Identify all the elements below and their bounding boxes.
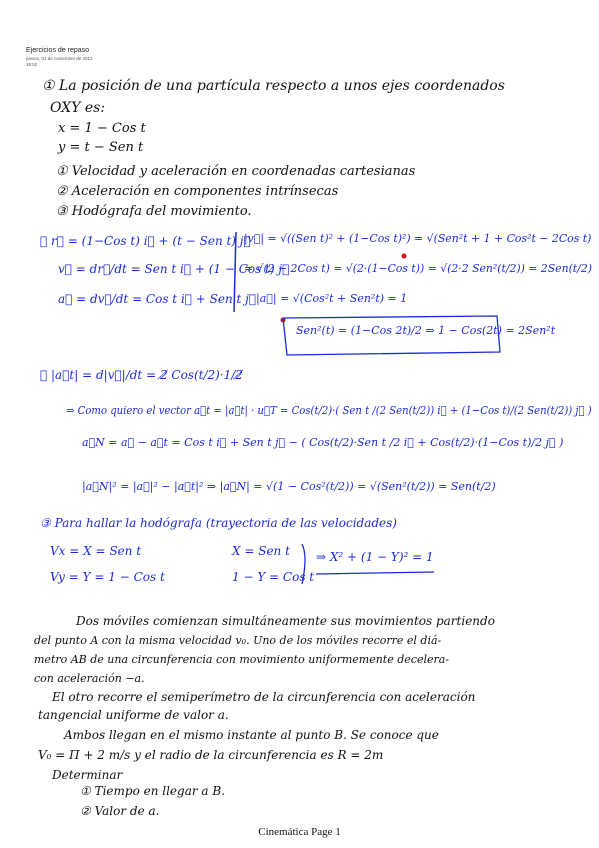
red-mark-1 — [402, 254, 407, 259]
solution3-y-cos: 1 − Y = Cos t — [232, 570, 315, 584]
problem2-line10: ① Tiempo en llegar a B. — [80, 784, 226, 798]
solution2-normal-mod: |a⃗N|² = |a⃗|² − |a⃗t|² ⇒ |a⃗N| = √(1 − Cos²(t/2)) = √(Sen²(t/2)) = Sen(t/2) — [82, 480, 496, 493]
problem2-line11: ② Valor de a. — [80, 804, 160, 818]
problem1-item2: ② Aceleración en componentes intrínsecas — [56, 184, 339, 199]
solution2-normal-vector: a⃗N = a⃗ − a⃗t = Cos t i⃗ + Sen t j⃗ − ( Cos(t/2)·Sen t /2 i⃗ + Cos(t/2)·(1−Cos t)/2 j⃗ ) — [82, 436, 564, 449]
problem2-line7: Ambos llegan en el mismo instante al punto B. Se conoce que — [64, 728, 439, 742]
solution2-tangential-mod: ② |a⃗t| = d|v⃗|/dt = 2̸ Cos(t/2)·1/2̸ — [40, 368, 243, 382]
solution1-speed-mod: |v⃗| = √((Sen t)² + (1−Cos t)²) = √(Sen²t + 1 + Cos²t − 2Cos t) — [244, 232, 592, 245]
identity-box-outline — [283, 316, 500, 355]
trig-identity-box: Sen²(t) = (1−Cos 2t)/2 ⇒ 1 − Cos(2t) = 2Sen²t — [296, 324, 556, 337]
solution3-vy: Vy = Y = 1 − Cos t — [50, 570, 165, 584]
problem2-line3: metro AB de una circunferencia con movimiento uniformemente decelera- — [34, 653, 450, 666]
hodograph-brace — [302, 544, 305, 584]
page-footer: Cinemática Page 1 — [258, 826, 341, 838]
solution1-accel-mod: |a⃗| = √(Cos²t + Sen²t) = 1 — [256, 292, 408, 305]
solution1-speed-mod-simplified: = √(2 − 2Cos t) = √(2·(1−Cos t)) = √(2·2 Sen²(t/2)) = 2Sen(t/2) — [244, 262, 592, 275]
solution3-intro: ③ Para hallar la hodógrafa (trayectoria de las velocidades) — [40, 516, 397, 530]
problem1-eq-y: y = t − Sen t — [58, 140, 144, 155]
hodograph-underline — [316, 572, 434, 574]
solution-divider-line — [234, 232, 236, 312]
problem2-line8: V₀ = Π + 2 m/s y el radio de la circunferencia es R = 2m — [38, 748, 384, 762]
problem2-line4: con aceleración −a. — [34, 672, 145, 685]
problem1-line2: OXY es: — [50, 100, 106, 116]
solution3-hodograph: ⇒ X² + (1 − Y)² = 1 — [316, 550, 434, 564]
solution3-vx: Vx = X = Sen t — [50, 544, 142, 558]
solution2-tangential-vector: ⇒ Como quiero el vector a⃗t = |a⃗t| · u⃗T = Cos(t/2)·( Sen t /(2 Sen(t/2)) i⃗ + (1−Cos t)/(2 Sen(t/2)) j⃗ ) — [66, 404, 592, 417]
solution1-acceleration: a⃗ = dv⃗/dt = Cos t i⃗ + Sen t j⃗ — [58, 292, 257, 306]
solution3-x-sen: X = Sen t — [232, 544, 290, 558]
problem1-item3: ③ Hodógrafa del movimiento. — [56, 204, 252, 219]
problem2-line2: del punto A con la misma velocidad v₀. Uno de los móviles recorre el diá- — [34, 634, 442, 647]
note-date-line: jueves, 01 de noviembre de 2012 — [26, 56, 93, 61]
problem2-line5: El otro recorre el semiperímetro de la circunferencia con aceleración — [52, 690, 476, 704]
problem2-line9: Determinar — [52, 768, 123, 782]
problem1-eq-x: x = 1 − Cos t — [58, 121, 146, 136]
problem1-item1: ① Velocidad y aceleración en coordenadas cartesianas — [56, 164, 416, 179]
note-title: Ejercicios de repaso — [26, 47, 90, 54]
problem2-line1: Dos móviles comienzan simultáneamente sus movimientos partiendo — [76, 614, 495, 628]
problem2-line6: tangencial uniforme de valor a. — [38, 708, 229, 722]
solution1-position: ① r⃗ = (1−Cos t) i⃗ + (t − Sen t) j⃗ — [40, 234, 251, 248]
note-time: 18:52 — [26, 62, 38, 67]
solution1-velocity: v⃗ = dr⃗/dt = Sen t i⃗ + (1 − Cos t) j⃗ — [58, 262, 290, 276]
problem1-line1: ① La posición de una partícula respecto a unos ejes coordenados — [42, 78, 505, 94]
